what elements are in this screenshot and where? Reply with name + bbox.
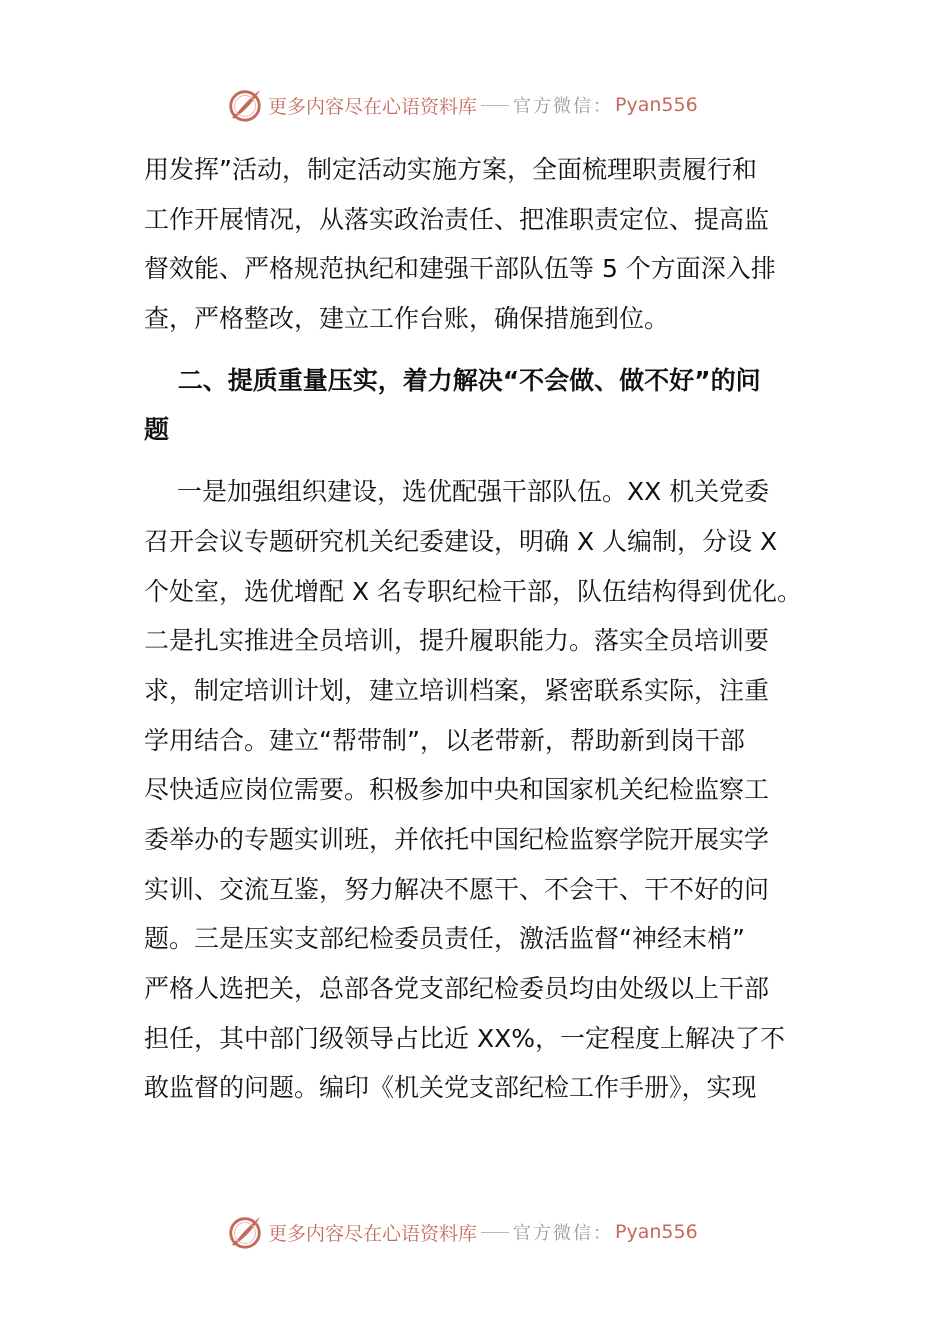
text-line: 严格人选把关，总部各党支部纪检委员均由处级以上干部 — [144, 974, 770, 1003]
text-line: 用发挥”活动，制定活动实施方案，全面梳理职责履行和 — [144, 155, 757, 184]
text-line: 实训、交流互鉴，努力解决不愿干、不会干、干不好的问 — [144, 874, 770, 904]
text-line: 尽快适应岗位需要。积极参加中央和国家机关纪检监察工 — [144, 775, 770, 805]
text-line: 求，制定培训计划，建立培训档案，紧密联系实际，注重 — [144, 675, 770, 705]
text-line: 查，严格整改，建立工作台账，确保措施到位。 — [144, 304, 670, 334]
text-line: 一是加强组织建设，选优配强干部队伍。XX 机关党委 — [144, 477, 770, 507]
quill-logo-icon — [226, 1213, 264, 1251]
watermark-wechat-label: 官方微信： — [513, 96, 614, 117]
watermark-slogan: 更多内容尽在心语资料库 — [268, 1222, 478, 1245]
text-line: 题。三是压实支部纪检委员责任，激活监督“神经末梢” — [144, 924, 745, 954]
document-body — [144, 145, 812, 1113]
text-line: 敢监督的问题。编印《机关党支部纪检工作手册》，实现 — [144, 1073, 757, 1103]
text-line: 委举办的专题实训班，并依托中国纪检监察学院开展实学 — [144, 824, 770, 854]
paragraph-2 — [144, 467, 812, 1113]
section-heading — [144, 356, 812, 455]
text-line: 二是扎实推进全员培训，提升履职能力。落实全员培训要 — [144, 626, 770, 656]
text-line: 工作开展情况，从落实政治责任、把准职责定位、提高监 — [144, 204, 770, 234]
watermark-dash — [481, 1232, 509, 1233]
watermark-banner-top — [226, 85, 698, 125]
watermark-wechat-label: 官方微信： — [513, 1223, 614, 1244]
paragraph-1 — [144, 145, 812, 344]
heading-line: 题 — [144, 415, 170, 445]
watermark-slogan: 更多内容尽在心语资料库 — [268, 95, 478, 118]
watermark-banner-bottom — [226, 1212, 698, 1252]
text-line: 担任，其中部门级领导占比近 XX%，一定程度上解决了不 — [144, 1023, 785, 1053]
watermark-dash — [481, 105, 509, 106]
text-line: 督效能、严格规范执纪和建强干部队伍等 5 个方面深入排 — [144, 254, 776, 284]
text-line: 学用结合。建立“帮带制”，以老带新，帮助新到岗干部 — [144, 725, 745, 755]
text-line: 个处室，选优增配 X 名专职纪检干部，队伍结构得到优化。 — [144, 576, 803, 606]
watermark-wechat-id: Pyan556 — [615, 94, 698, 116]
quill-logo-icon — [226, 86, 264, 124]
text-line: 召开会议专题研究机关纪委建设，明确 X 人编制，分设 X — [144, 526, 778, 556]
watermark-wechat-id: Pyan556 — [615, 1221, 698, 1243]
heading-line: 二、提质重量压实，着力解决“不会做、做不好”的问 — [144, 365, 761, 395]
